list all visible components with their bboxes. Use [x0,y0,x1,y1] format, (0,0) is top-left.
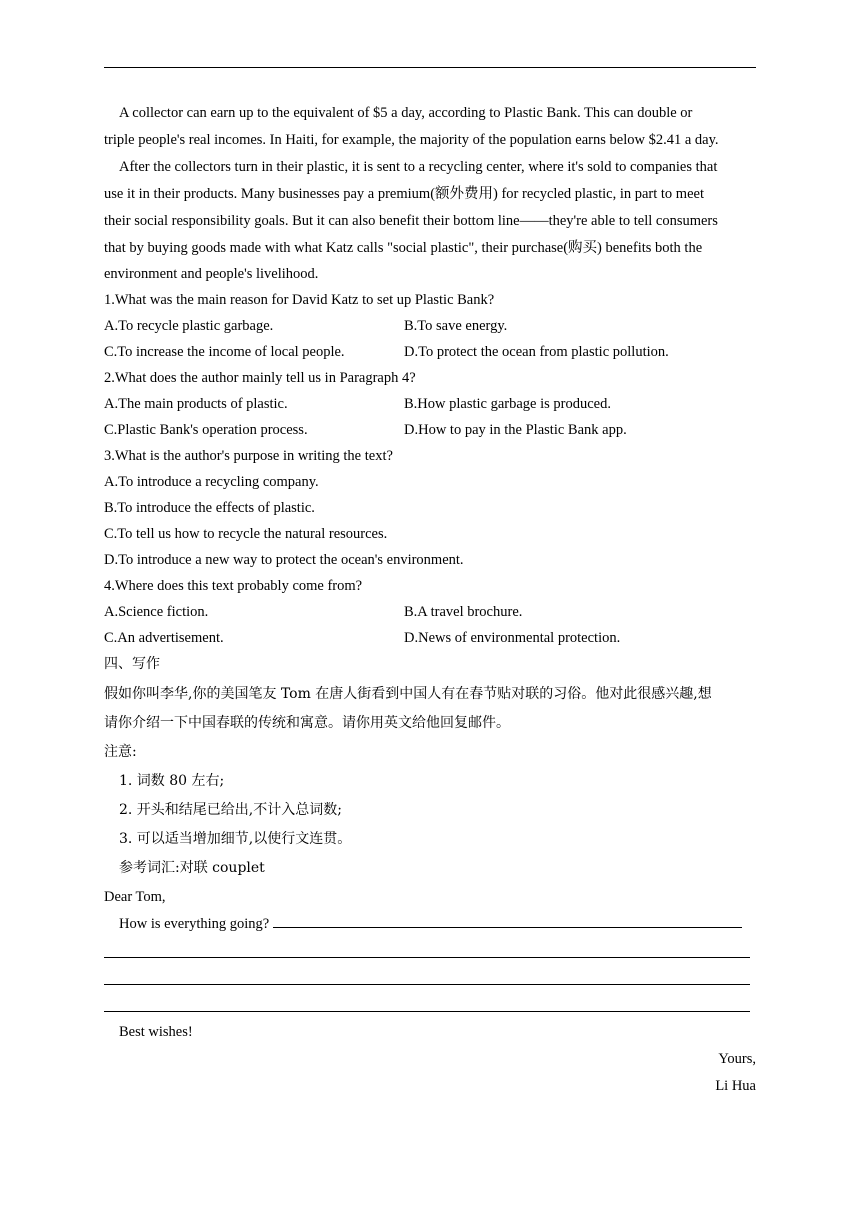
question-4 [104,573,756,651]
option-c: C.To increase the income of local people. [104,344,345,360]
option-c: C.Plastic Bank's operation process. [104,422,308,438]
header-rule [104,67,756,68]
letter-opening-line [104,911,756,938]
letter-closing: Best wishes! [119,1024,193,1040]
option-b: B.How plastic garbage is produced. [404,396,611,412]
writing-prompt-line: 假如你叫李华,你的美国笔友 Tom 在唐人街看到中国人有在春节贴对联的习俗。他对此很感兴趣,想 [104,686,712,702]
passage-line: triple people's real incomes. In Haiti, for example, the majority of the population earns below $2.41 a day. [104,132,719,148]
option-d: D.To introduce a new way to protect the ocean's environment. [104,552,464,568]
vocab-hint: 参考词汇:对联 couplet [119,860,265,876]
question-stem: 4.Where does this text probably come from? [104,578,363,594]
question-1 [104,287,756,365]
option-c: C.An advertisement. [104,630,224,646]
question-stem: 2.What does the author mainly tell us in Paragraph 4? [104,370,416,386]
option-c: C.To tell us how to recycle the natural resources. [104,526,388,542]
question-3 [104,443,756,573]
answer-line[interactable] [104,992,756,1019]
option-b: B.A travel brochure. [404,604,523,620]
section-heading: 四、写作 [104,656,160,672]
answer-line[interactable] [104,938,756,965]
option-b: B.To save energy. [404,318,508,334]
passage-line: environment and people's livelihood. [104,266,319,282]
passage-paragraph-2 [104,154,756,287]
option-b: B.To introduce the effects of plastic. [104,500,315,516]
passage-line: their social responsibility goals. But it can also benefit their bottom line——they're able to tell consumers [104,213,718,229]
question-stem: 1.What was the main reason for David Katz to set up Plastic Bank? [104,292,495,308]
letter-signature: Li Hua [715,1078,756,1094]
passage-line: A collector can earn up to the equivalent of $5 a day, according to Plastic Bank. This can double or [119,105,693,121]
note-item: 3. 可以适当增加细节,以使行文连贯。 [119,831,352,847]
passage-paragraph-1 [104,100,756,154]
passage-line: use it in their products. Many businesses pay a premium(额外费用) for recycled plastic, in part to meet [104,186,704,202]
letter-greeting: Dear Tom, [104,889,166,905]
option-a: A.Science fiction. [104,604,209,620]
note-item: 2. 开头和结尾已给出,不计入总词数; [119,802,342,818]
notes-label: 注意: [104,744,137,760]
option-a: A.To introduce a recycling company. [104,474,319,490]
option-d: D.News of environmental protection. [404,630,621,646]
page-content [104,100,756,1100]
letter-opening: How is everything going? [119,916,270,932]
option-a: A.The main products of plastic. [104,396,288,412]
writing-prompt-line: 请你介绍一下中国春联的传统和寓意。请你用英文给他回复邮件。 [104,715,510,731]
option-d: D.To protect the ocean from plastic pollution. [404,344,669,360]
note-item: 1. 词数 80 左右; [119,773,225,789]
question-stem: 3.What is the author's purpose in writing the text? [104,448,393,464]
passage-line: that by buying goods made with what Katz calls "social plastic", their purchase(购买) benefits both the [104,240,703,256]
option-a: A.To recycle plastic garbage. [104,318,274,334]
answer-blank[interactable] [273,912,742,928]
writing-section [104,651,756,1100]
question-2 [104,365,756,443]
answer-line[interactable] [104,965,756,992]
passage-line: After the collectors turn in their plastic, it is sent to a recycling center, where it's sold to companies that [119,159,718,175]
letter-signoff: Yours, [718,1051,756,1067]
option-d: D.How to pay in the Plastic Bank app. [404,422,627,438]
